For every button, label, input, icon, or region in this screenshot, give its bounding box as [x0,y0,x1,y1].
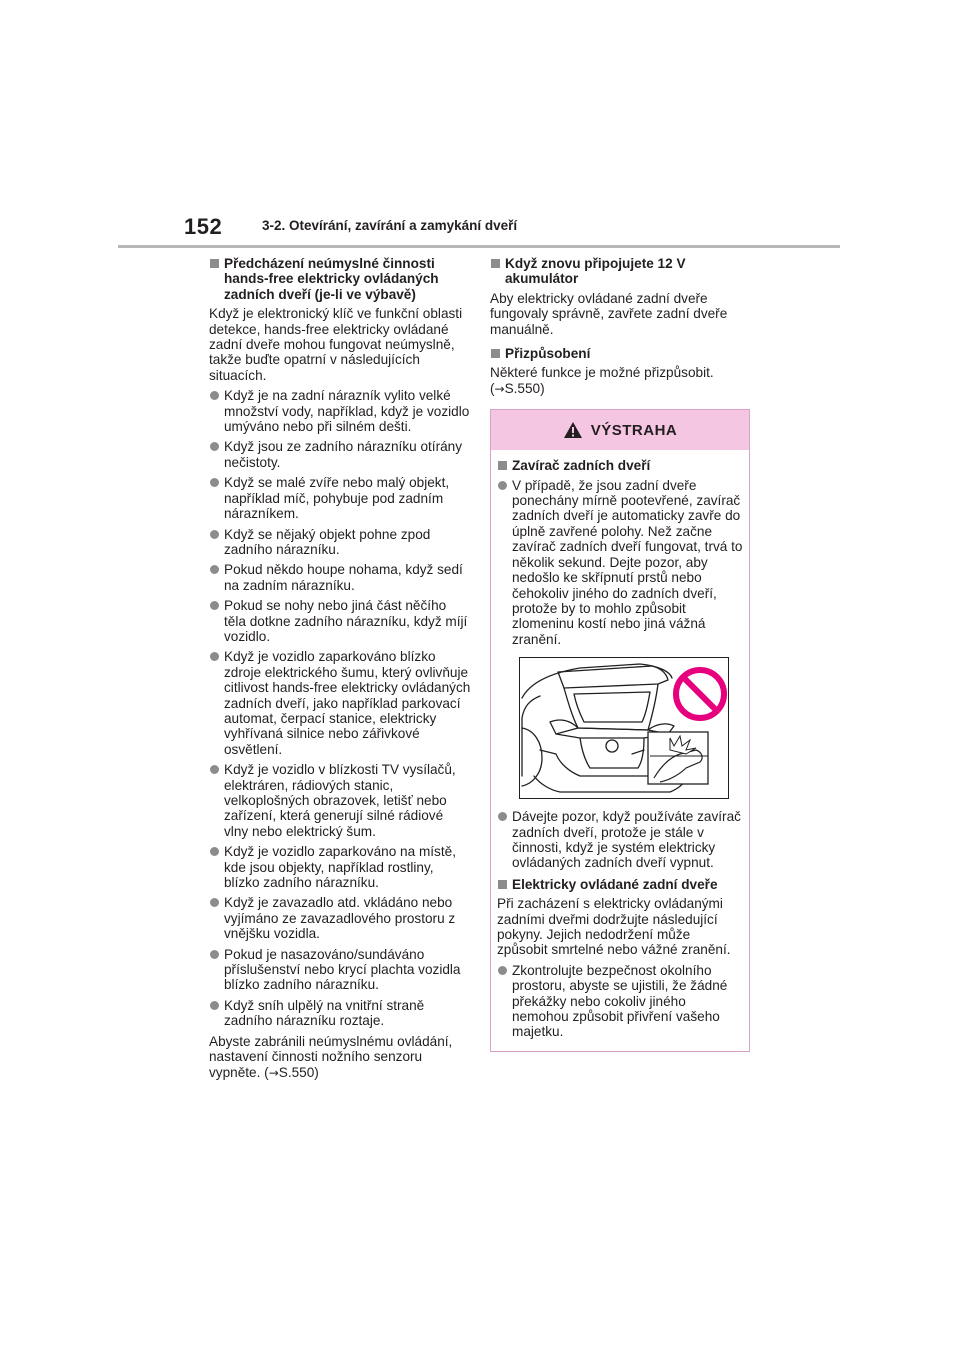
section-heading: Předcházení neúmyslné činnosti hands-free elektricky ovládaných zadních dveří (je-li ve výbavě) [209,256,471,302]
list-item: V případě, že jsou zadní dveře ponechány mírně pootevřené, zavírač zadních dveří je automaticky zavře do úplně zavřené polohy. Než začne zavírač zadních dveří fungovat, trvá to několik sekund. Dejte pozor, aby nedošlo ke skřípnutí prstů nebo čehokoliv jiného do zadních dveří, protože by to mohlo způsobit zlomeninu kostí nebo jiná vážná zranění. [497,478,743,647]
list-item: Když je vozidlo zaparkováno blízko zdroje elektrického šumu, který ovlivňuje citlivost hands-free elektricky ovládaných zadních dveří, jako například parkovací automat, čerpací stanice, elektricky vyhřívaná silnice nebo zářivkové osvětlení. [209,649,471,757]
list-item: Pokud se nohy nebo jiná část něčího těla dotkne zadního nárazníku, když míjí vozidlo. [209,598,471,644]
page-reference: S.550) [504,380,545,396]
bullet-icon [498,481,507,490]
pinched-hand-inset [648,732,708,784]
list-item: Když je vozidlo zaparkováno na místě, kde jsou objekty, například rostliny, blízko zadního nárazníku. [209,844,471,890]
bullet-icon [498,812,507,821]
list-item: Když je zavazadlo atd. vkládáno nebo vyjímáno ze zavazadlového prostoru z vnějšku vozidla. [209,895,471,941]
bullet-icon [210,898,219,907]
car-rear-illustration [520,658,728,798]
list-item: Když sníh ulpělý na vnitřní straně zadního nárazníku roztaje. [209,998,471,1029]
bullet-icon [498,966,507,975]
list-item: Zkontrolujte bezpečnost okolního prostoru, abyste se ujistili, že žádné překážky nebo cokoliv jiného nemohou způsobit přivření vašeho majetku. [497,963,743,1040]
list-item: Když je vozidlo v blízkosti TV vysílačů, elektráren, rádiových stanic, velkoplošných obrazovek, letišť nebo zařízení, která generují silné rádiové vlny nebo elektrický šum. [209,762,471,839]
bullet-icon [210,765,219,774]
list-item: Když je na zadní nárazník vylito velké množství vody, například, když je vozidlo umýváno nebo při silném dešti. [209,388,471,434]
list-item: Když se malé zvíře nebo malý objekt, například míč, pohybuje pod zadním nárazníkem. [209,475,471,521]
bullet-icon [210,1001,219,1010]
header-rule [118,245,840,248]
square-bullet-icon [491,259,500,268]
bullet-icon [210,391,219,400]
bullet-icon [210,601,219,610]
warning-box [490,409,750,1052]
warning-title: VÝSTRAHA [590,421,678,439]
customization-paragraph: Některé funkce je možné přizpůsobit. (→S.550) [490,365,714,396]
warning-paragraph: Při zacházení s elektricky ovládanými zadními dveřmi dodržujte následující pokyny. Jejich nedodržení může způsobit smrtelné nebo vážné zranění. [497,896,731,958]
right-column [490,256,752,1052]
warning-header [491,410,749,450]
warning-subheading: Elektricky ovládané zadní dveře [497,877,743,892]
intro-paragraph: Když je elektronický klíč ve funkční oblasti detekce, hands-free elektricky ovládané zadní dveře mohou fungovat neúmyslně, takže buďte opatrní v následujících situacích. [209,306,463,383]
arrow-icon: → [268,1065,279,1080]
square-bullet-icon [491,349,500,358]
closing-paragraph: Abyste zabránili neúmyslnému ovládání, nastavení činnosti nožního senzoru vypněte. (→S.550) [209,1033,453,1080]
page-number: 152 [184,214,223,239]
bullet-icon [210,950,219,959]
left-column [209,256,471,1086]
bullet-icon [210,442,219,451]
list-item: Pokud je nasazováno/sundáváno příslušenství nebo krycí plachta vozidla blízko zadního nárazníku. [209,947,471,993]
bullet-icon [210,565,219,574]
section-heading: Když znovu připojujete 12 V akumulátor [490,256,752,287]
bullet-icon [210,530,219,539]
square-bullet-icon [498,880,507,889]
section-heading: Přizpůsobení [490,346,752,361]
list-item: Dávejte pozor, když používáte zavírač zadních dveří, protože je stále v činnosti, když je systém elektricky ovládaných zadních dveří vypnut. [497,809,743,871]
list-item: Když jsou ze zadního nárazníku otírány nečistoty. [209,439,471,470]
list-item: Pokud někdo houpe nohama, když sedí na zadním nárazníku. [209,562,471,593]
arrow-icon: → [494,381,505,396]
tailgate-illustration [519,657,729,799]
bullet-icon [210,652,219,661]
warning-body [491,450,749,1051]
warning-subheading: Zavírač zadních dveří [497,458,743,473]
chapter-title: 3-2. Otevírání, zavírání a zamykání dveří [262,218,518,233]
warning-triangle-icon [563,421,583,439]
prohibition-icon [676,670,724,718]
battery-paragraph: Aby elektricky ovládané zadní dveře fungovaly správně, zavřete zadní dveře manuálně. [490,290,728,337]
list-item: Když se nějaký objekt pohne zpod zadního nárazníku. [209,527,471,558]
page-reference: S.550) [278,1064,319,1080]
square-bullet-icon [498,461,507,470]
bullet-icon [210,847,219,856]
bullet-icon [210,478,219,487]
square-bullet-icon [210,259,219,268]
